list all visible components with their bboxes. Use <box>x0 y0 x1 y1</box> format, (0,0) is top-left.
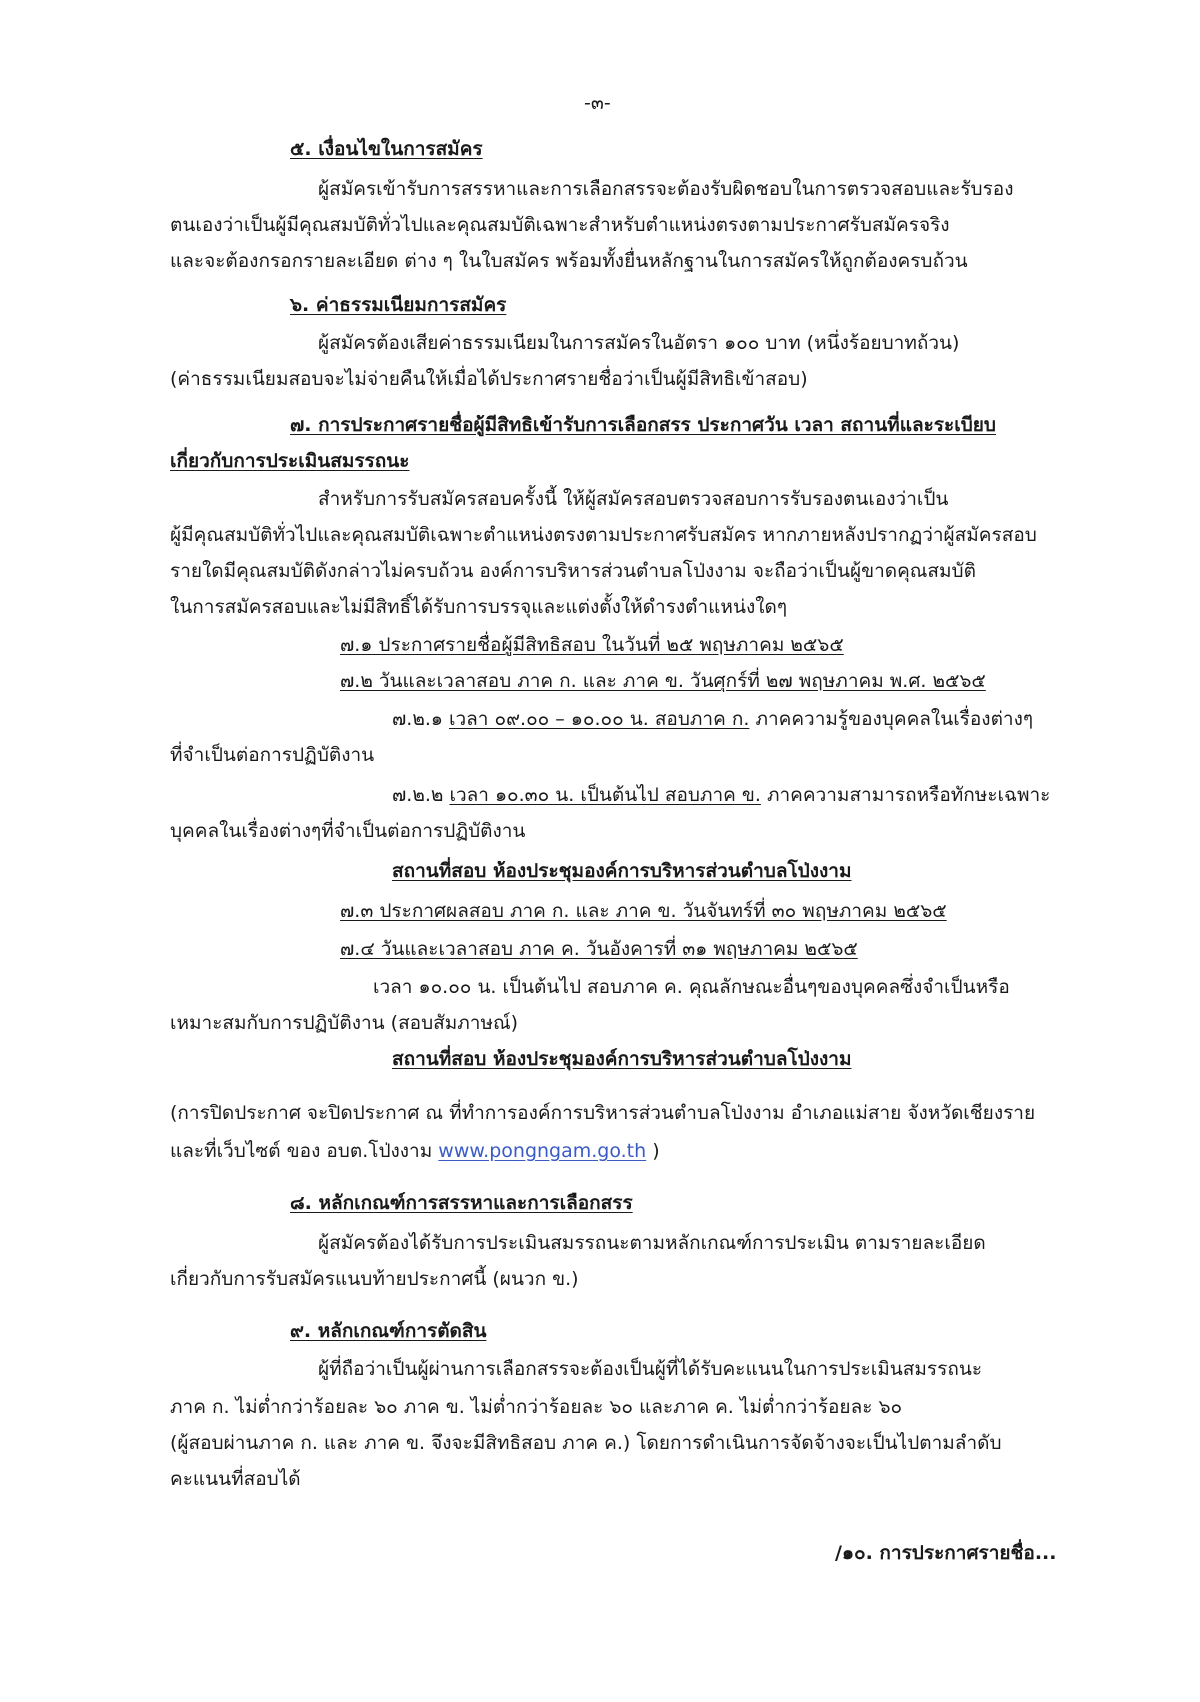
item-7-2-2-number: ๗.๒.๒ <box>392 784 444 806</box>
exam-venue-2: สถานที่สอบ ห้องประชุมองค์การบริหารส่วนตำบลโป่งงาม <box>392 1048 852 1070</box>
section-7-intro-line: รายใดมีคุณสมบัติดังกล่าวไม่ครบถ้วน องค์การบริหารส่วนตำบลโป่งงาม จะถือว่าเป็นผู้ขาดคุณสมบัติ <box>170 560 976 582</box>
section-7-intro-line: ผู้มีคุณสมบัติทั่วไปและคุณสมบัติเฉพาะตำแหน่งตรงตามประกาศรับสมัคร หากภายหลังปรากฏว่าผู้สมัครสอบ <box>170 524 1037 546</box>
item-7-2-2-desc: ภาคความสามารถหรือทักษะเฉพาะ <box>760 784 1051 806</box>
section-9-heading: ๙. หลักเกณฑ์การตัดสิน <box>290 1320 487 1342</box>
section-6-line: ผู้สมัครต้องเสียค่าธรรมเนียมในการสมัครในอัตรา ๑๐๐ บาท (หนึ่งร้อยบาทถ้วน) <box>318 332 960 354</box>
notice-suffix: ) <box>646 1140 660 1162</box>
notice-prefix: และที่เว็บไซต์ ของ อบต.โป่งงาม <box>170 1140 439 1162</box>
section-7-heading: ๗. การประกาศรายชื่อผู้มีสิทธิเข้ารับการเลือกสรร ประกาศวัน เวลา สถานที่และระเบียบ <box>290 414 996 436</box>
section-8-line: เกี่ยวกับการรับสมัครแนบท้ายประกาศนี้ (ผนวก ข.) <box>170 1268 579 1290</box>
section-9-line: คะแนนที่สอบได้ <box>170 1468 301 1490</box>
website-link[interactable]: www.pongngam.go.th <box>438 1140 647 1162</box>
item-7-2-1-desc: ภาคความรู้ของบุคคลในเรื่องต่างๆ <box>749 708 1034 730</box>
section-5-line: ตนเองว่าเป็นผู้มีคุณสมบัติทั่วไปและคุณสมบัติเฉพาะสำหรับตำแหน่งตรงตามประกาศรับสมัครจริง <box>170 214 950 236</box>
section-9-line: ผู้ที่ถือว่าเป็นผู้ผ่านการเลือกสรรจะต้องเป็นผู้ที่ได้รับคะแนนในการประเมินสมรรถนะ <box>318 1358 983 1380</box>
item-7-2-1-number: ๗.๒.๑ <box>392 708 443 730</box>
section-6-line: (ค่าธรรมเนียมสอบจะไม่จ่ายคืนให้เมื่อได้ประกาศรายชื่อว่าเป็นผู้มีสิทธิเข้าสอบ) <box>170 368 808 390</box>
item-7-1: ๗.๑ ประกาศรายชื่อผู้มีสิทธิสอบ ในวันที่ ๒๕ พฤษภาคม ๒๕๖๕ <box>340 634 844 656</box>
section-6-heading: ๖. ค่าธรรมเนียมการสมัคร <box>290 294 507 316</box>
item-7-2-2-time: เวลา ๑๐.๓๐ น. เป็นต้นไป สอบภาค ข. <box>449 784 761 806</box>
section-7-heading-cont: เกี่ยวกับการประเมินสมรรถนะ <box>170 450 410 472</box>
section-5-line: ผู้สมัครเข้ารับการสรรหาและการเลือกสรรจะต้องรับผิดชอบในการตรวจสอบและรับรอง <box>318 178 1014 200</box>
page-number: -๓- <box>584 92 611 114</box>
section-5-line: และจะต้องกรอกรายละเอียด ต่าง ๆ ในใบสมัคร พร้อมทั้งยื่นหลักฐานในการสมัครให้ถูกต้องครบถ้วน <box>170 250 968 272</box>
section-7-intro-line: ในการสมัครสอบและไม่มีสิทธิ์ได้รับการบรรจุและแต่งตั้งให้ดำรงตำแหน่งใดๆ <box>170 596 788 618</box>
item-7-2-1 <box>392 706 1033 732</box>
section-9-line: ภาค ก. ไม่ต่ำกว่าร้อยละ ๖๐ ภาค ข. ไม่ต่ำกว่าร้อยละ ๖๐ และภาค ค. ไม่ต่ำกว่าร้อยละ ๖๐ <box>170 1396 903 1418</box>
section-8-heading: ๘. หลักเกณฑ์การสรรหาและการเลือกสรร <box>290 1192 633 1214</box>
item-7-4-cont: เหมาะสมกับการปฏิบัติงาน (สอบสัมภาษณ์) <box>170 1012 519 1034</box>
section-5-heading: ๕. เงื่อนไขในการสมัคร <box>290 138 483 160</box>
item-7-2-1-cont: ที่จำเป็นต่อการปฏิบัติงาน <box>170 744 375 766</box>
section-8-line: ผู้สมัครต้องได้รับการประเมินสมรรถนะตามหลักเกณฑ์การประเมิน ตามรายละเอียด <box>318 1232 986 1254</box>
item-7-4: ๗.๔ วันและเวลาสอบ ภาค ค. วันอังคารที่ ๓๑ พฤษภาคม ๒๕๖๕ <box>340 938 858 960</box>
exam-venue-1: สถานที่สอบ ห้องประชุมองค์การบริหารส่วนตำบลโป่งงาม <box>392 860 852 882</box>
notice-line: (การปิดประกาศ จะปิดประกาศ ณ ที่ทำการองค์การบริหารส่วนตำบลโป่งงาม อำเภอแม่สาย จังหวัดเชียงราย <box>170 1102 1036 1124</box>
item-7-4-detail: เวลา ๑๐.๐๐ น. เป็นต้นไป สอบภาค ค. คุณลักษณะอื่นๆของบุคคลซึ่งจำเป็นหรือ <box>373 976 1010 998</box>
item-7-3: ๗.๓ ประกาศผลสอบ ภาค ก. และ ภาค ข. วันจันทร์ที่ ๓๐ พฤษภาคม ๒๕๖๕ <box>340 900 947 922</box>
section-9-line: (ผู้สอบผ่านภาค ก. และ ภาค ข. จึงจะมีสิทธิสอบ ภาค ค.) โดยการดำเนินการจัดจ้างจะเป็นไปตามลำดับ <box>170 1432 1002 1454</box>
item-7-2-2-cont: บุคคลในเรื่องต่างๆที่จำเป็นต่อการปฏิบัติงาน <box>170 820 526 842</box>
item-7-2-2 <box>392 782 1050 808</box>
item-7-2-1-time: เวลา ๐๙.๐๐ – ๑๐.๐๐ น. สอบภาค ก. <box>449 708 750 730</box>
section-7-intro-line: สำหรับการรับสมัครสอบครั้งนี้ ให้ผู้สมัครสอบตรวจสอบการรับรองตนเองว่าเป็น <box>318 488 949 510</box>
continuation-note: /๑๐. การประกาศรายชื่อ... <box>835 1542 1057 1564</box>
notice-line-2 <box>170 1138 660 1164</box>
item-7-2: ๗.๒ วันและเวลาสอบ ภาค ก. และ ภาค ข. วันศุกร์ที่ ๒๗ พฤษภาคม พ.ศ. ๒๕๖๕ <box>340 670 986 692</box>
